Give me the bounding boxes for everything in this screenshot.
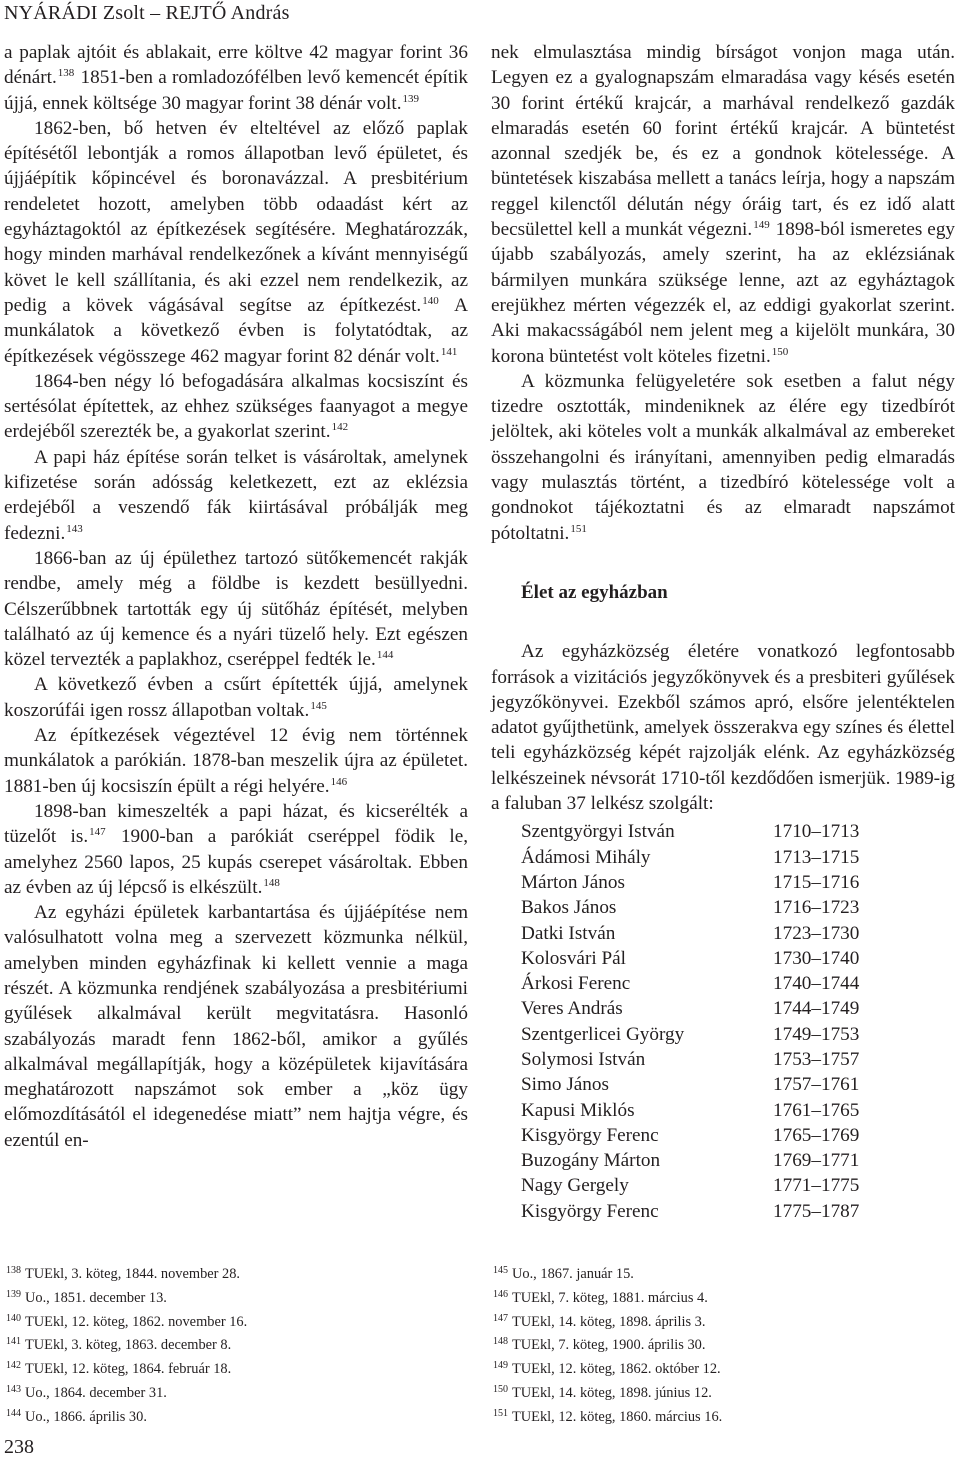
priest-years: 1716–1723	[773, 897, 860, 919]
footnote-ref[interactable]: 139	[402, 92, 419, 105]
footnote-ref[interactable]: 138	[57, 67, 75, 80]
priest-years: 1749–1753	[773, 1023, 860, 1045]
footnote-ref[interactable]: 141	[440, 345, 458, 358]
footnote-number: 140	[6, 1312, 21, 1324]
priest-name: Kisgyörgy Ferenc	[521, 1124, 659, 1146]
paragraph-text: nek elmulasztása mindig bírságot vonjon maga után. Legyen ez a gyalognapszám elmaradása vagy késés esetén 30 forint értékű krajcár, a marhával rendelkező gazdák elmaradás esetén 60 forint értékű krajcár. A büntetést azonnal szedjék be, és ez a gondnok kötelessége. A büntetések kiszabása mellett a tanács leírja, hogy a napszám reggel kilenctől délután négy óráig tart, és ez idő alatt becsülettel kell a munkát végezni.	[491, 42, 955, 241]
footnote	[6, 1358, 446, 1382]
priest-name: Datki István	[521, 922, 616, 944]
footnote-text: Uo., 1851. december 13.	[25, 1289, 167, 1306]
priest-row	[521, 895, 859, 920]
footnote-number: 142	[6, 1360, 21, 1372]
priest-row	[521, 870, 859, 895]
priest-name: Veres András	[521, 998, 623, 1020]
footnote-text: TUEkl, 12. köteg, 1862. október 12.	[512, 1361, 721, 1378]
section-heading: Élet az egyházban	[521, 581, 668, 603]
footnote	[493, 1263, 933, 1287]
paragraph-text: A papi ház építése során telket is vásároltak, amelynek kifizetése során adósság keletkezett, ezt az eklézsia erdejéből a veszendő fák kiirtásával próbálják meg fedezni.	[4, 446, 468, 544]
priest-years: 1723–1730	[773, 922, 860, 944]
priest-row	[521, 971, 859, 996]
paragraph-text: A közmunka felügyeletére sok esetben a falut négy tizedre osztották, mindeniknek az élére egy tizedbírót jelöltek, aki köteles volt a munkák alkalmával az embereket összehangolni és irányítani, amennyiben pedig elmaradás vagy mulasztás történt, a tizedbíró kötelessége volt a gondnokot tájékoztatni és az elmaradt napszámot pótoltatni.	[491, 370, 955, 544]
paragraph-text: a paplak ajtóit és ablakait, erre költve 42 magyar forint 36 dénárt.	[4, 42, 468, 89]
footnote-text: TUEkl, 14. köteg, 1898. június 12.	[512, 1384, 712, 1401]
priest-years: 1753–1757	[773, 1048, 860, 1070]
footnote	[493, 1406, 933, 1430]
paragraph	[4, 369, 468, 445]
paragraph	[4, 672, 468, 723]
priest-row	[521, 1022, 859, 1047]
paragraph-text: 1898-ból ismeretes egy újabb szabályozás, amely szerint, ha az eklézsiának bármilyen munkára szüksége lenne, azt az egyháztagok erejükhez mérten végezzék el, az eddigi gyakorlat szerint. Aki makacsságából nem jelent meg a kijelölt munkára, 30 korona büntetést volt köteles fizetni.	[491, 219, 956, 367]
priest-name: Solymosi István	[521, 1048, 646, 1070]
priest-years: 1765–1769	[773, 1124, 860, 1146]
paragraph-text: Az építkezések végeztével 12 évig nem történnek munkálatok a parókián. 1878-ban meszelik újra az épületet. 1881-ben új kocsiszín épült a régi helyére.	[4, 725, 468, 797]
paragraph	[4, 116, 468, 369]
footnote-ref[interactable]: 147	[89, 826, 106, 839]
priest-name: Kolosvári Pál	[521, 947, 626, 969]
footnote-text: TUEkl, 7. köteg, 1881. március 4.	[512, 1289, 708, 1306]
footnote	[6, 1406, 446, 1430]
footnote	[493, 1334, 933, 1358]
paragraph-text: 1898-ban kimeszelték a papi házat, és kicserélték a tüzelőt is.	[4, 800, 468, 848]
priest-years: 1730–1740	[773, 947, 860, 969]
footnote-ref[interactable]: 146	[330, 775, 348, 788]
priest-name: Ádámosi Mihály	[521, 846, 651, 868]
footnote-text: Uo., 1866. április 30.	[25, 1408, 147, 1425]
priest-years: 1740–1744	[773, 973, 860, 995]
footnote	[493, 1358, 933, 1382]
priest-row	[521, 1123, 859, 1148]
paragraph-text: 1851-ben a romladozófélben levő kemencét építik újjá, ennek költsége 30 magyar forint 38 dénár volt.	[4, 67, 468, 114]
priest-years: 1769–1771	[773, 1150, 860, 1172]
footnote-number: 139	[6, 1288, 21, 1300]
footnote-number: 151	[493, 1407, 508, 1419]
priest-row	[521, 1173, 859, 1198]
paragraph	[491, 639, 955, 816]
priest-years: 1710–1713	[773, 821, 860, 843]
paragraph-text: A következő évben a csűrt építették újjá, amelynek koszorúfái igen rossz állapotban voltak.	[4, 674, 468, 721]
footnote-text: Uo., 1864. december 31.	[25, 1384, 167, 1401]
paragraph	[4, 900, 468, 1153]
footnote	[6, 1311, 446, 1335]
paragraph-text: A munkálatok a következő évben is folytatódtak, az építkezések végösszege 462 magyar forint 82 dénár volt.	[4, 294, 468, 367]
paragraph-text: 1866-ban az új épülethez tartozó sütőkemencét rakják rendbe, amely még a földbe is kezdett besüllyedni. Célszerűbbnek tartották egy új sütőház építését, melyben található az új kemence és a nyári tüzelő hely. Ezt egészen közel tervezték a paplakhoz, cseréppel fedték le.	[4, 547, 468, 671]
footnote-ref[interactable]: 145	[310, 699, 327, 712]
priest-row	[521, 946, 859, 971]
priest-name: Szentgerlicei György	[521, 1023, 685, 1045]
priest-list	[521, 819, 859, 1224]
priest-name: Szentgyörgyi István	[521, 821, 675, 843]
paragraph	[491, 369, 955, 546]
footnote	[493, 1382, 933, 1406]
running-head: NYÁRÁDI Zsolt – REJTŐ András	[4, 2, 290, 24]
footnote-ref[interactable]: 148	[263, 876, 280, 889]
footnote-ref[interactable]: 150	[771, 345, 789, 358]
paragraph-text: 1864-ben négy ló befogadására alkalmas kocsiszínt és sertésólat építettek, az ehhez szükséges faanyagot a megye erdejéből szerezték be, a gyakorlat szerint.	[4, 370, 468, 443]
priest-name: Árkosi Ferenc	[521, 973, 631, 995]
paragraph	[4, 799, 468, 900]
priest-name: Bakos János	[521, 897, 617, 919]
priest-years: 1713–1715	[773, 846, 860, 868]
footnote-number: 146	[493, 1288, 508, 1300]
footnote-number: 144	[6, 1407, 21, 1419]
priest-row	[521, 1148, 859, 1173]
footnote-text: TUEkl, 3. köteg, 1863. december 8.	[25, 1337, 232, 1354]
priest-years: 1761–1765	[773, 1099, 860, 1121]
paragraph-text: Az egyházközség életére vonatkozó legfontosabb források a vizitációs jegyzőkönyvek és a presbiteri gyűlések jegyzőkönyvei. Ezekből számos apró, elsőre jelentéktelen adatot gyűjthetünk, amelyek összerakva egy színes és élettel teli egyházközség képét rajzolják elénk. Az egyházközség lelkészeinek névsorát 1710-től kezdődően ismerjük. 1989-ig a faluban 37 lelkész szolgált:	[491, 641, 955, 815]
footnote-ref[interactable]: 151	[570, 522, 587, 535]
footnote-number: 148	[493, 1336, 508, 1348]
priest-row	[521, 819, 859, 844]
priest-row	[521, 1199, 859, 1224]
footnote	[6, 1334, 446, 1358]
footnote-text: Uo., 1867. január 15.	[512, 1266, 634, 1282]
paragraph-text: Az egyházi épületek karbantartása és újjáépítése nem valósulhatott volna meg a szervezett közmunka nélkül, amelyben minden egyházfinak ki kellett vennie a maga részét. A közmunka rendjének szabályozása a presbitériumi gyűlések alkalmával került megvitatásra. Hasonló szabályozás maradt fenn 1862-ből, amikor a gyűlés alkalmával megállapítják, hogy a középületek kijavítására meghatározott napszámot sok ember a „köz ügy előmozdításától el idegenedése miatt” nem hajtja végre, és ezentúl en-	[4, 902, 468, 1151]
footnote-text: TUEkl, 12. köteg, 1864. február 18.	[25, 1361, 232, 1378]
paragraph-text: 1862-ben, bő hetven év elteltével az előző paplak építésétől lebontják a romos állapotban levő épületet, és újjáépítik kőpincével és boronavázzal. A presbitérium rendeletet hozott, amelyben több odaadást kért az egyháztagoktól az építkezések segítésére. Meghatározzák, hogy minden marhával rendelkezőnek a kívánt mennyiségű követ le kell szállítania, és aki ezzel nem rendelkezik, az pedig a kövek vágásával segítse az építkezést.	[4, 117, 468, 316]
priest-row	[521, 996, 859, 1021]
priest-name: Márton János	[521, 871, 625, 893]
footnote-number: 141	[6, 1336, 21, 1348]
footnote	[6, 1263, 446, 1287]
footnote-text: TUEkl, 7. köteg, 1900. április 30.	[512, 1337, 706, 1354]
footnote-text: TUEkl, 12. köteg, 1862. november 16.	[25, 1313, 248, 1330]
footnote	[493, 1311, 933, 1335]
priest-name: Buzogány Márton	[521, 1150, 661, 1172]
priest-years: 1775–1787	[773, 1200, 860, 1222]
paragraph	[4, 445, 468, 546]
footnote-ref[interactable]: 143	[66, 522, 83, 535]
left-column	[4, 40, 468, 1153]
footnote-ref[interactable]: 140	[422, 294, 439, 307]
footnote-number: 143	[6, 1383, 21, 1395]
priest-years: 1757–1761	[773, 1074, 860, 1096]
paragraph	[4, 40, 468, 116]
paragraph	[4, 723, 468, 799]
priest-name: Kapusi Miklós	[521, 1099, 635, 1121]
priest-name: Nagy Gergely	[521, 1175, 629, 1197]
priest-years: 1715–1716	[773, 871, 860, 893]
page-number: 238	[4, 1436, 34, 1458]
footnote-ref[interactable]: 142	[331, 421, 349, 434]
footnotes-right	[493, 1263, 933, 1430]
footnote-ref[interactable]: 144	[376, 649, 394, 662]
priest-row	[521, 845, 859, 870]
priest-name: Kisgyörgy Ferenc	[521, 1200, 659, 1222]
footnote	[493, 1287, 933, 1311]
footnotes-left	[6, 1263, 446, 1430]
footnote-number: 147	[493, 1312, 508, 1324]
priest-years: 1771–1775	[773, 1175, 860, 1197]
priest-row	[521, 921, 859, 946]
priest-years: 1744–1749	[773, 998, 860, 1020]
priest-row	[521, 1098, 859, 1123]
footnote-ref[interactable]: 149	[753, 219, 770, 232]
footnote-text: TUEkl, 3. köteg, 1844. november 28.	[25, 1266, 241, 1282]
footnote-number: 149	[493, 1360, 508, 1372]
footnote	[6, 1382, 446, 1406]
paragraph	[4, 546, 468, 672]
paragraph	[491, 40, 955, 369]
footnote-text: TUEkl, 12. köteg, 1860. március 16.	[512, 1408, 723, 1425]
footnote-number: 145	[493, 1265, 508, 1276]
footnote	[6, 1287, 446, 1311]
priest-row	[521, 1072, 859, 1097]
footnote-number: 150	[493, 1383, 508, 1395]
priest-name: Simo János	[521, 1074, 609, 1096]
priest-row	[521, 1047, 859, 1072]
footnote-text: TUEkl, 14. köteg, 1898. április 3.	[512, 1313, 706, 1330]
paragraph-text: 1900-ban a parókiát cseréppel födik le, amelyhez 2560 lapos, 25 kupás cserepet vásároltak. Ebben az évben az új lépcső is elkészült.	[4, 826, 469, 898]
right-column	[491, 40, 955, 1224]
footnote-number: 138	[6, 1265, 21, 1276]
